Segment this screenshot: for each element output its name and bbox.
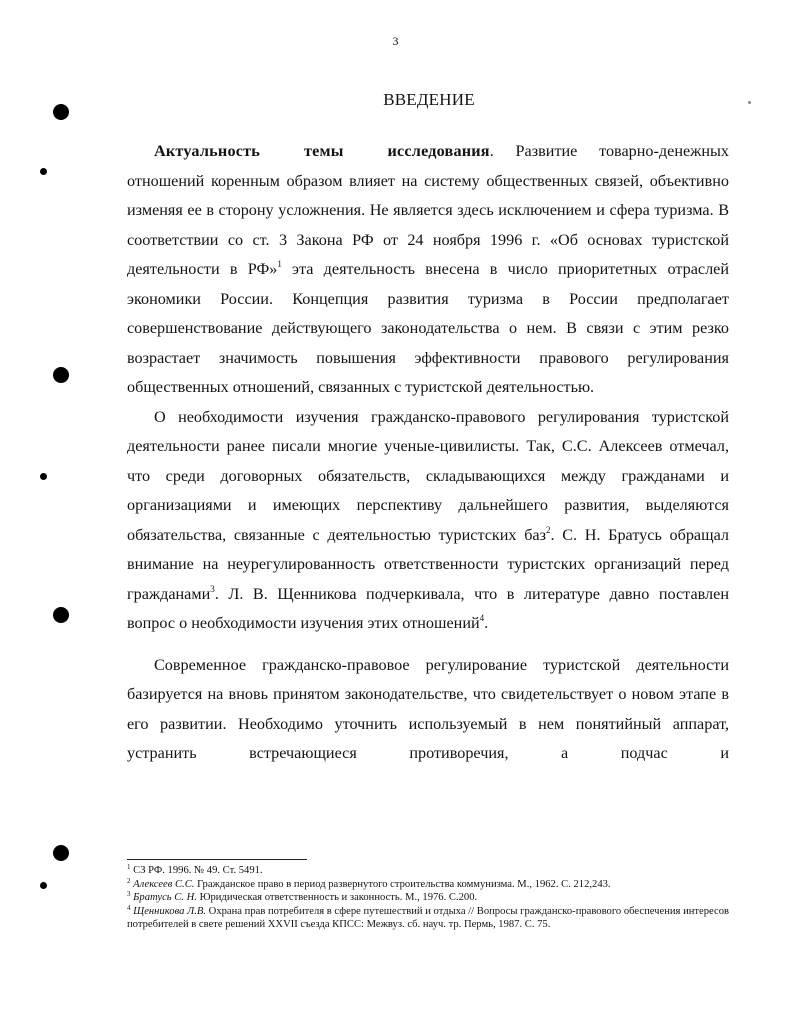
footnote-text: Юридическая ответственность и законность. М., 1976. С.200. [196, 892, 478, 903]
punch-hole-dot [53, 607, 69, 623]
punch-hole-dot [53, 367, 69, 383]
paragraph-text: О необходимости изучения гражданско-правового регулирования туристской деятельности ранее писали многие ученые-цивилисты. Так, С.С. Алексеев отмечал, что среди договорных обязательств, складывающихся между гражданами и организациями и имеющих перспективу дальнейшего развития, выделяются обязательства, связанные с деятельностью туристских баз [127, 407, 729, 544]
punch-hole-dot [40, 168, 47, 175]
paragraph-literature [127, 403, 729, 639]
paragraph-modern-regulation [127, 651, 729, 769]
footnote-ref: 3 [210, 583, 215, 594]
footnote-text: Гражданское право в период развернутого строительства коммунизма. М., 1962. С. 212,243. [194, 878, 611, 890]
punch-hole-dot [40, 473, 47, 480]
footnote-item [127, 864, 729, 878]
punch-hole-dot [40, 882, 47, 889]
footnote-item [127, 905, 729, 932]
bold-lead: Актуальность темы исследования [154, 142, 490, 160]
page-number: 3 [392, 34, 399, 48]
footnotes [127, 864, 729, 932]
page-title: ВВЕДЕНИЕ [383, 90, 475, 109]
footnote-number: 3 [127, 890, 131, 898]
footnote-author: Щенникова Л.В. [133, 905, 207, 917]
footnote-number: 4 [127, 903, 131, 912]
footnote-number: 1 [127, 863, 131, 871]
footnote-author: Братусь С. Н. [133, 892, 197, 903]
footnote-text: СЗ РФ. 1996. № 49. Ст. 5491. [133, 865, 263, 876]
paragraph-text: . Развитие товарно-денежных отношений коренным образом влияет на систему общественных связей, объективно изменяя ее в сторону усложнения. Не является здесь исключением и сфера туризма. В соответствии со ст. 3 Закона РФ от 24 ноября 1996 г. «Об основах туристской деятельности в РФ» [127, 142, 729, 278]
footnote-item [127, 878, 729, 892]
footnote-text: Охрана прав потребителя в сфере путешествий и отдыха // Вопросы гражданско-правового обеспечения интересов потребителей в свете решений XXVII съезда КПСС: Межвуз. сб. науч. тр. Пермь, 1987. С. 75. [127, 905, 730, 930]
paragraph-text: эта деятельность внесена в число приоритетных отраслей экономики России. Концепция развития туризма в России предполагает совершенствование действующего законодательства о нем. В связи с этим резко возрастает значимость повышения эффективности правового регулирования общественных отношений, связанных с туристской деятельностью. [127, 260, 729, 396]
footnote-item [127, 891, 729, 905]
footnote-ref: 4 [479, 613, 485, 623]
punch-hole-dot [53, 845, 69, 861]
paragraph-text: . Л. В. Щенникова подчеркивала, что в литературе давно поставлен вопрос о необходимости изучения этих отношений [127, 584, 729, 632]
paragraph-relevance [127, 137, 729, 403]
body-text [127, 137, 729, 769]
paragraph-text: . С. Н. Братусь обращал внимание на неурегулированность ответственности туристских организаций перед гражданами [127, 525, 729, 603]
paragraph-text: Современное гражданско-правовое регулирование туристской деятельности базируется на вновь принятом законодательстве, что свидетельствует о новом этапе в его развитии. Необходимо уточнить используемый в нем понятийный аппарат, устранить встречающиеся противоречия, а подчас и [127, 655, 729, 762]
footnote-ref: 2 [546, 524, 551, 535]
paragraph-text: . [484, 614, 489, 632]
footnote-number: 2 [127, 876, 131, 885]
footnote-separator [127, 859, 307, 860]
footnote-ref: 1 [277, 259, 282, 269]
footnote-author: Алексеев С.С. [133, 878, 195, 890]
